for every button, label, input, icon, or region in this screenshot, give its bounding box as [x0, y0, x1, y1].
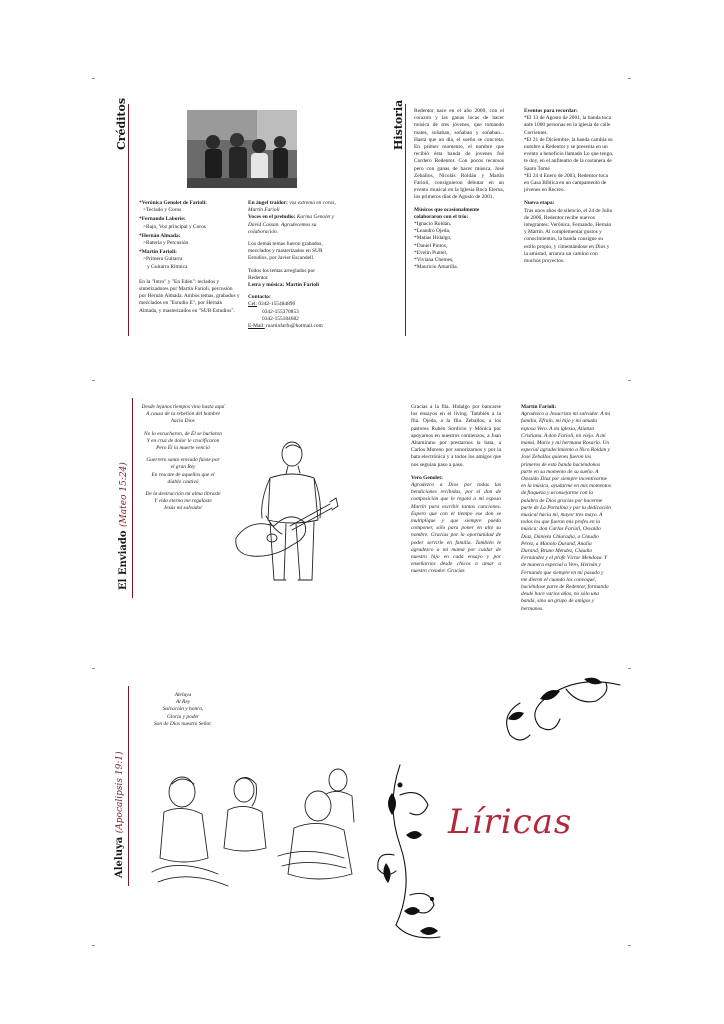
crop-mark	[628, 668, 631, 669]
lyric-line: diablo cautivó	[167, 478, 199, 485]
angel-note: voz extrema en coros, Martín Farioli	[248, 200, 336, 214]
martin-paragraph: Agradezco a Jesucristo mi salvador. A mi familia, Efraín, mi hijo y mi amada esposa Vero. A mi iglesia, Alianza Cristiana. A don Farioli, mi viejo. A mi mamá, Mario y mi hermana Rosario. Un especial agradecimiento a Nico Roldán y José Zeballos quienes fueron los primeros de esta banda haciéndonos parte en su momento de su sueño. A Osvaldo Díaz por siempre incentivarme en la música, ayudarme en mis momentos de flaqueza y aconsejarme con la palabra de Dios gracias por hacerme parte de La Portalina y por tu dedicación musical hacia mí, mayor tres mayo. A todos los que fueron mis profes en la música: don Carlos Farioli, Osvaldo Díaz, Daniela Chiaradía, a Claudio Pérez, a Manolo Durand, Analía Durand, Bruno Méndez, Claudio Fernández y el profe Víctor Mendoza. Y de manera especial a Vero, Hernán y Fernando que siempre en mi pasado y me dieron el cuando los convoqué, haciéndose parte de Redentor, formando desde hace varios años, no sólo una banda, sino un grupo de amigos y hermanos.	[521, 411, 611, 612]
musico-item: *Daniel Pintos,	[414, 242, 448, 249]
section-rule	[128, 686, 129, 886]
martin-heading: Martín Farioli:	[521, 404, 557, 410]
evento-item: *El 13 de Agosto de 2001, la banda toca ante 1000 personas en la iglesia de calle Corrientes.	[524, 115, 611, 136]
lyric-line: Al Rey	[175, 699, 191, 706]
member-role: >Teclado y Coros	[143, 207, 182, 214]
lyric-line: hacia Dios	[171, 418, 195, 425]
crop-mark	[92, 945, 95, 946]
lyric-line: Y en cruz de dolor le crucificaron	[146, 437, 220, 444]
creditos-heading: Créditos	[115, 97, 128, 150]
aleluya-lyrics	[138, 692, 228, 728]
aleluya-title: Aleluya	[114, 836, 125, 878]
musico-item: *Leandro Ojeda,	[414, 228, 451, 235]
letra-note: Letra y música: Martín Farioli	[248, 282, 319, 289]
vero-text: Agradezco a Dios por todas las bendiciones recibidas, por el don de composición que le regaló a mi esposo Martín para escribir tantas canciones. Espero que con el tiempo ese don se multiplique y que siempre pueda componer, sólo para poner en alto su nombre. Gracias por la oportunidad de poder servirle en familia. También le agradezco a mi mamá por cuidar de nuestro hijo en cada ensayo y por enseñarnos desde chicos a amar a nuestro creador. Gracias	[411, 482, 501, 575]
enviado-heading	[118, 462, 129, 590]
phone: 0342-155484896	[258, 301, 296, 308]
lyric-line: Aleluya	[174, 692, 192, 698]
lyric-line: En rescate de aquellos que el	[151, 471, 215, 478]
section-rule	[405, 104, 406, 336]
crop-mark	[628, 78, 631, 79]
lyric-line: Son de Dios nuestro Señor.	[153, 720, 213, 727]
musico-item: *Evelin Puntel,	[414, 249, 448, 256]
eventos-heading: Eventos para recordar:	[524, 108, 578, 114]
band-photo	[187, 110, 297, 188]
member-role: >Batería y Percusión	[143, 240, 189, 247]
musico-item: *Mauricio Amarilla.	[414, 264, 459, 271]
credits-notes	[248, 200, 336, 330]
band-illustration	[148, 762, 363, 892]
martin-text	[521, 404, 611, 613]
crop-mark	[628, 945, 631, 946]
lyric-line: De la destrucción mi alma libraste	[145, 491, 221, 498]
voces-head: Voces en el preludio:	[248, 214, 296, 221]
cel-label: Cel:	[248, 301, 257, 308]
lyric-line: Salvación y honra,	[162, 706, 204, 713]
evento-item: *El 21 de Diciembre, la banda cambia su nombre a Redentor y se presenta en un evento a beneficio llamado Lo que tengo, te doy, en el anfiteatro de la costanera de Santo Tomé	[524, 136, 614, 172]
lyric-line: A causa de la rebelión del hombre	[146, 411, 220, 418]
aleluya-heading	[114, 751, 125, 878]
evento-item: *El 24 d Enero de 2003, Redentor toca en Casa Bíblica en un campamento de jóvenes en Recreo.	[524, 172, 608, 194]
crop-mark	[628, 380, 631, 381]
lyric-line: Pero Él la muerte venció	[156, 445, 210, 452]
crop-mark	[92, 380, 95, 381]
nueva-etapa-heading: Nueva etapa:	[524, 200, 555, 207]
gracias-text	[411, 404, 501, 576]
phone: 0342-155370853	[262, 308, 299, 315]
lyric-line: No lo escucharon, de Él se burlaron	[144, 430, 222, 437]
liricas-title: Líricas	[448, 802, 573, 842]
lyric-line: Gloria y poder	[166, 713, 200, 720]
crop-mark	[92, 668, 95, 669]
members-list	[139, 200, 241, 315]
vero-heading: Vero Genolet:	[411, 474, 443, 481]
musico-item: *Ignacio Roldán,	[414, 221, 452, 228]
nueva-etapa-text: Tras unos años de silencio, el 24 de Julio de 2006, Redentor recibe nuevos integrantes: Verónica, Fernando, Hernán y Martín. Al complementar gustos y conocimientos, la banda consigue su estilo propio, y cimentándose en Dios y la amistad, arranca un camino con muchos proyectos.	[524, 207, 613, 265]
arreglos-note: Todos los temas arreglados por Redentor	[248, 267, 315, 281]
crop-mark	[92, 78, 95, 79]
member-role: >Primera Guitarra	[143, 256, 183, 263]
floral-ornament	[370, 675, 630, 945]
voces-note: Karina Genolet y David Cassan. Agradecemos su colaboración.	[248, 214, 335, 235]
musico-item: *Matías Hidalgo,	[414, 235, 452, 242]
member-name: *Hernán Almada:	[139, 232, 181, 239]
intro-note: En la "Intro" y "En Edén": teclados y sintetizadores por Martín Farioli, percusión por Hernán Almada. Ambos temas, grabados y mezclados en "Estudio E", por Hernán Almada, y masterizados en "SUR Estudios".	[139, 278, 240, 314]
guitarist-illustration	[230, 440, 340, 590]
gracias-paragraph: Gracias a la flia. Hidalgo por bancarse los ensayos en el living. También a la flia. Ojeda, a la flia. Zeballos, a los pastores Rubén Sordicio y Mónica por apoyarnos en nuestros comienzos, a Juan Altamirano por prestarnos la bata, a Carlos Moreno por sonorizarnos y por la bata electrónica y a todos los amigos que nos seguían paso a paso.	[411, 404, 501, 468]
enviado-lyrics	[138, 404, 228, 513]
historia-paragraph: Redentor nace en el año 2000, con el corazón y las ganas locas de hacer música de tres jóvenes, que tomando mates, soñaban, soñaban y soñaban... Hasta que un día, el sueño se concreta. En primer momento, el nombre que recibió ésta banda de jovenes fué Cordero Redentor. Con pocos recursos pero con ganas de hacer música, José Zeballos, Nicolás Roldán y Martín Farioli, consiguieron debutar en un evento musical en la Iglesia Roca Eterna, los primeros días de Agosto de 2001.	[414, 108, 504, 201]
musico-item: *Viviana Chemes,	[414, 257, 454, 264]
musicos-heading: Músicos que ocasionalmente colaboraron con el trío:	[414, 206, 480, 220]
aleluya-reference: (Apocalipsis 19:1)	[115, 751, 125, 834]
email-link[interactable]: martinfarfu@hotmail.com	[266, 323, 323, 330]
member-name: *Verónica Genolet de Farioli:	[139, 200, 207, 206]
member-role: >Bajo, Voz principal y Coros	[143, 223, 206, 230]
lyric-line: Jesús mi salvador	[163, 505, 203, 512]
angel-note-head: En ángel traidor:	[248, 200, 288, 206]
enviado-title: El Enviado	[118, 530, 129, 590]
historia-heading: Historia	[392, 99, 405, 150]
lyric-line: Guerrero santo enviado fuiste por	[146, 457, 220, 464]
lyric-line: Desde lejanos tiempos vino hasta aquí	[141, 404, 225, 410]
section-rule	[132, 398, 133, 598]
member-name: *Fernando Laborie:	[139, 216, 186, 223]
lyric-line: Y vida eterna me regalaste	[154, 498, 212, 505]
eventos-text	[524, 108, 614, 265]
member-name: *Martín Farioli:	[139, 249, 177, 256]
phone: 0342-155184682	[262, 315, 299, 322]
member-role: y Guitarra Rítmica	[147, 263, 188, 270]
email-label: E-Mail:	[248, 323, 265, 330]
enviado-reference: (Mateo 15:24)	[119, 462, 129, 527]
contact-heading: Contacto:	[248, 294, 271, 301]
section-rule	[128, 104, 129, 336]
demas-note: Los demás temas fueron grabados, mezclados y masterizados en SUR Estudios, por Javier Escandell.	[248, 241, 323, 262]
historia-text	[414, 108, 504, 271]
lyric-line: el gran Rey	[170, 464, 196, 471]
